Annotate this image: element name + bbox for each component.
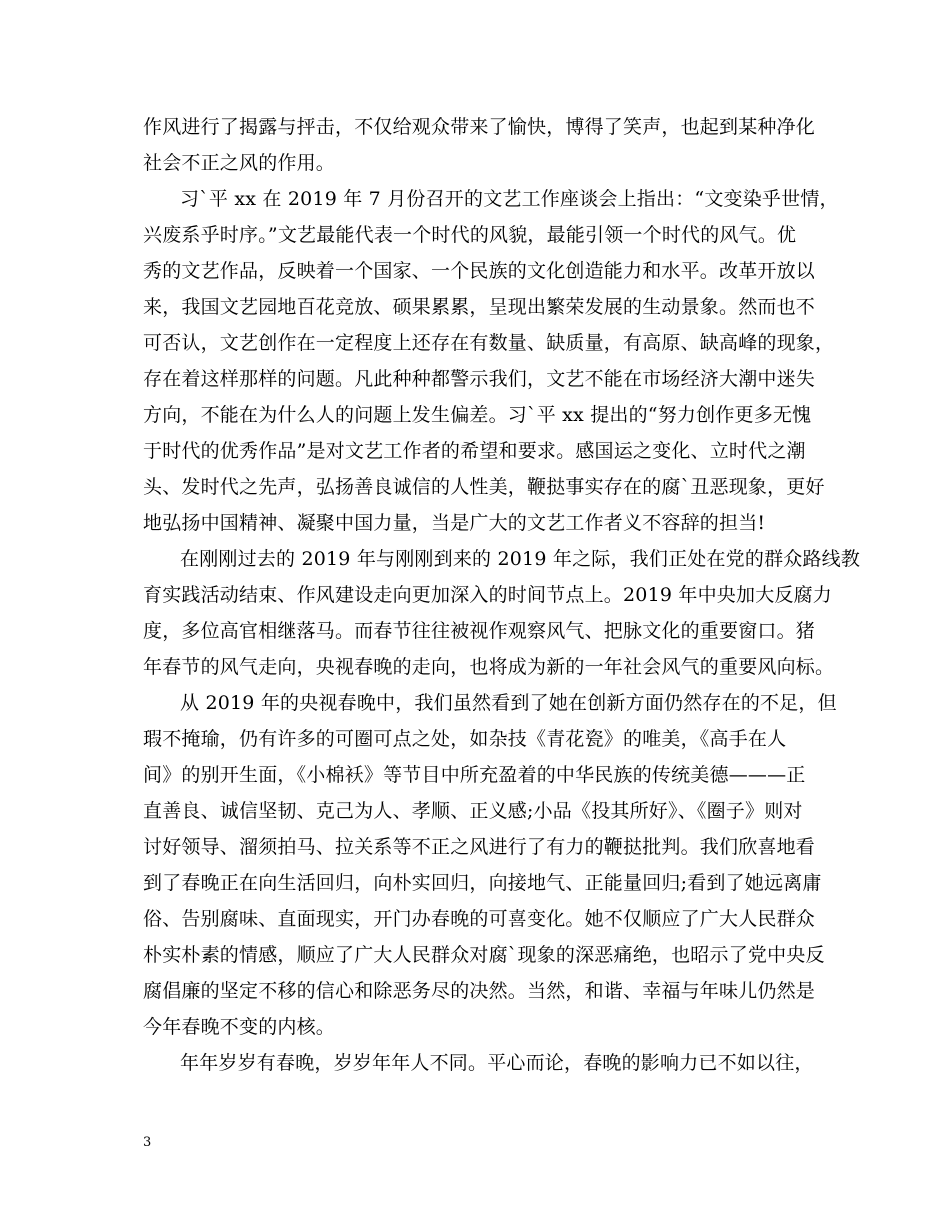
text-line: 俗、告别腐味、直面现实，开门办春晚的可喜变化。她不仅顺应了广大人民群众	[143, 908, 816, 930]
text-line: 育实践活动结束、作风建设走向更加深入的时间节点上。2019 年中央加大反腐力	[143, 584, 832, 606]
text-line: 今年春晚不变的内核。	[143, 1016, 336, 1038]
paragraph-start-line: 在刚刚过去的 2019 年与刚刚到来的 2019 年之际，我们正处在党的群众路线教	[180, 548, 861, 570]
text-line: 兴废系乎时序。”文艺最能代表一个时代的风貌，最能引领一个时代的风气。优	[143, 224, 797, 246]
text-line: 秀的文艺作品，反映着一个国家、一个民族的文化创造能力和水平。改革开放以	[143, 260, 816, 282]
text-line: 作风进行了揭露与抨击，不仅给观众带来了愉快，博得了笑声，也起到某种净化	[143, 116, 816, 138]
text-line: 讨好领导、溜须拍马、拉关系等不正之风进行了有力的鞭挞批判。我们欣喜地看	[143, 836, 816, 858]
text-line: 直善良、诚信坚韧、克己为人、孝顺、正义感;小品《投其所好》、《圈子》则对	[143, 800, 803, 822]
text-line: 来，我国文艺园地百花竞放、硕果累累，呈现出繁荣发展的生动景象。然而也不	[143, 296, 816, 318]
text-line: 地弘扬中国精神、凝聚中国力量，当是广大的文艺工作者义不容辞的担当!	[143, 512, 766, 534]
text-line: 腐倡廉的坚定不移的信心和除恶务尽的决然。当然，和谐、幸福与年味儿仍然是	[143, 980, 816, 1002]
text-line: 间》的别开生面，《小棉袄》等节目中所充盈着的中华民族的传统美德———正	[143, 764, 806, 786]
paragraph-start-line: 年年岁岁有春晚，岁岁年年人不同。平心而论，春晚的影响力已不如以往，	[180, 1052, 814, 1074]
text-line: 度，多位高官相继落马。而春节往往被视作观察风气、把脉文化的重要窗口。猪	[143, 620, 816, 642]
text-line: 方向，不能在为什么人的问题上发生偏差。习`平 xx 提出的“努力创作更多无愧	[143, 404, 812, 426]
page-number: 3	[143, 1135, 152, 1150]
text-line: 到了春晚正在向生活回归，向朴实回归，向接地气、正能量回归;看到了她远离庸	[143, 872, 822, 894]
paragraph-start-line: 从 2019 年的央视春晚中，我们虽然看到了她在创新方面仍然存在的不足，但	[180, 692, 837, 714]
text-line: 朴实朴素的情感，顺应了广大人民群众对腐`现象的深恶痛绝，也昭示了党中央反	[143, 944, 825, 966]
text-line: 可否认，文艺创作在一定程度上还存在有数量、缺质量，有高原、缺高峰的现象，	[143, 332, 835, 354]
text-line: 于时代的优秀作品”是对文艺工作者的希望和要求。感国运之变化、立时代之潮	[143, 440, 806, 462]
paragraph-start-line: 习`平 xx 在 2019 年 7 月份召开的文艺工作座谈会上指出：“文变染乎世情，	[180, 188, 839, 210]
text-line: 瑕不掩瑜，仍有许多的可圈可点之处，如杂技《青花瓷》的唯美，《高手在人	[143, 728, 787, 750]
text-line: 存在着这样那样的问题。凡此种种都警示我们，文艺不能在市场经济大潮中迷失	[143, 368, 816, 390]
text-line: 社会不正之风的作用。	[143, 152, 336, 174]
text-line: 头、发时代之先声，弘扬善良诚信的人性美，鞭挞事实存在的腐`丑恶现象，更好	[143, 476, 825, 498]
text-line: 年春节的风气走向，央视春晚的走向，也将成为新的一年社会风气的重要风向标。	[143, 656, 835, 678]
